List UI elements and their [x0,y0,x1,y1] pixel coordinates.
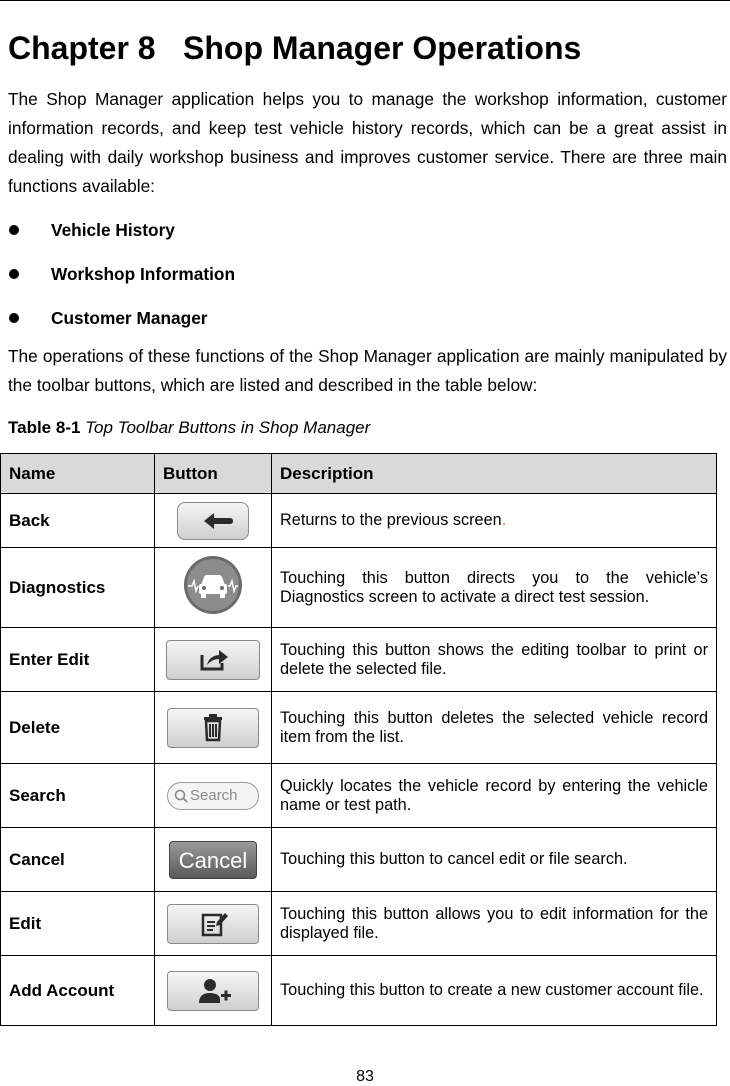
table-caption [8,415,370,441]
trailing-dot: . [501,511,507,529]
diagnostics-car-icon[interactable] [183,555,243,620]
row-name: Back [1,494,155,548]
search-input[interactable] [167,782,259,810]
chapter-heading [8,30,581,67]
search-placeholder: Search [190,786,238,804]
function-list [8,217,235,349]
table-row [1,764,717,828]
search-icon [174,789,188,803]
table-row [1,494,717,548]
cancel-button[interactable]: Cancel [169,841,257,879]
row-description: Touching this button shows the editing toolbar to print or delete the selected file. [272,628,717,692]
chapter-title: Shop Manager Operations [183,30,582,66]
bullet-icon [9,313,19,323]
row-description: Touching this button to create a new customer account file. [272,956,717,1026]
row-name: Add Account [1,956,155,1026]
outro-paragraph: The operations of these functions of the Shop Manager application are mainly manipulated by the toolbar buttons, which are listed and described in the table below: [8,346,727,395]
row-name: Cancel [1,828,155,892]
row-description: Touching this button directs you to the vehicle’s Diagnostics screen to activate a direct test session. [272,548,717,628]
row-description: Returns to the previous screen [280,511,502,529]
table-row [1,892,717,956]
chapter-number: Chapter 8 [8,30,156,66]
row-name: Search [1,764,155,828]
list-item [8,217,235,261]
bullet-icon [9,269,19,279]
list-item-label: Customer Manager [51,308,208,328]
add-user-icon[interactable] [167,971,259,1011]
edit-note-icon[interactable] [167,904,259,944]
table-row [1,548,717,628]
top-rule [0,0,730,1]
row-name: Delete [1,692,155,764]
page-number: 83 [356,1068,374,1085]
list-item-label: Workshop Information [51,264,236,284]
table-header-row [1,454,717,494]
row-description: Touching this button to cancel edit or file search. [272,828,717,892]
row-name: Diagnostics [1,548,155,628]
table-row [1,692,717,764]
row-name: Edit [1,892,155,956]
table-row [1,828,717,892]
row-name: Enter Edit [1,628,155,692]
list-item-label: Vehicle History [51,220,175,240]
list-item [8,261,235,305]
intro-paragraph: The Shop Manager application helps you to manage the workshop information, customer information records, and keep test vehicle history records, which can be a great assist in dealing with daily workshop business and improves customer service. There are three main functions available: [8,89,727,196]
row-description: Touching this button allows you to edit information for the displayed file. [272,892,717,956]
toolbar-table [0,453,717,1026]
table-row [1,628,717,692]
trash-icon[interactable] [167,708,259,748]
bullet-icon [9,225,19,235]
row-description: Touching this button deletes the selected vehicle record item from the list. [272,692,717,764]
header-description: Description [272,454,717,494]
table-row [1,956,717,1026]
caption-label: Table 8-1 [8,418,81,437]
header-button: Button [155,454,272,494]
share-arrow-icon[interactable] [166,640,260,680]
header-name: Name [1,454,155,494]
caption-title: Top Toolbar Buttons in Shop Manager [85,418,371,437]
back-arrow-icon[interactable] [177,502,249,540]
row-description: Quickly locates the vehicle record by entering the vehicle name or test path. [272,764,717,828]
